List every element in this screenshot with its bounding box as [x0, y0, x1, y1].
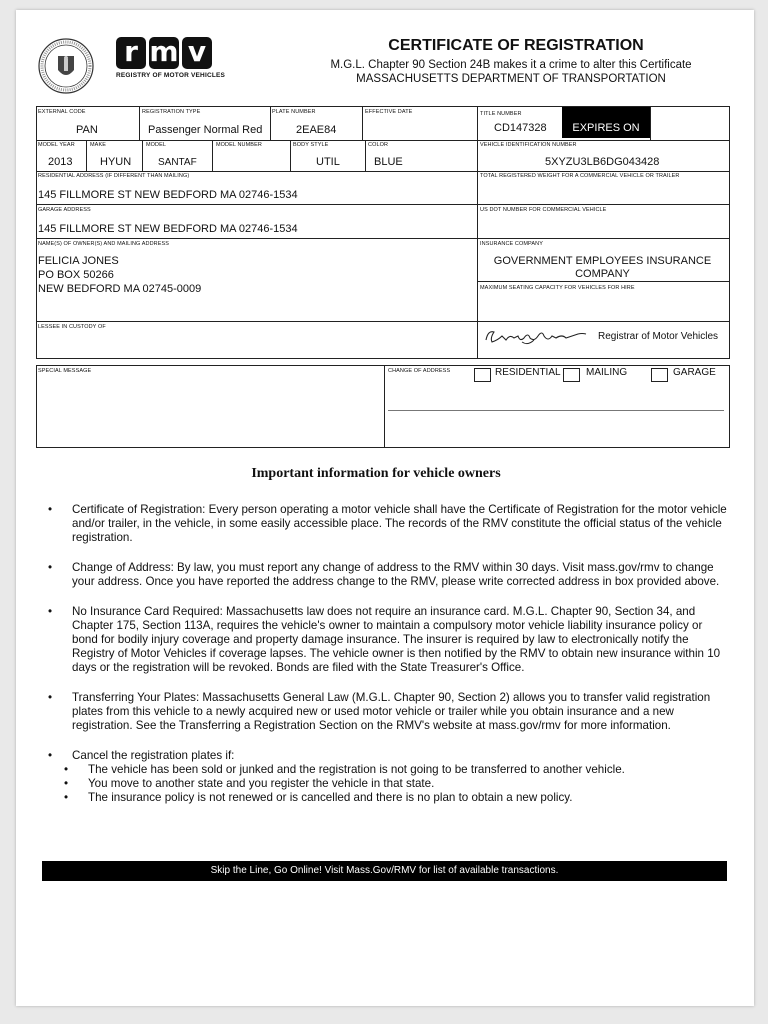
insurance-company [480, 255, 725, 281]
info-sub-bullet: • The insurance policy is not renewed or is cancelled and there is no plan to obtain a new policy. [48, 791, 728, 805]
model-label: MODEL [146, 142, 167, 148]
garage-address-label: GARAGE ADDRESS [38, 207, 91, 213]
garage-checkbox-label: GARAGE [673, 367, 716, 378]
subtitle-line-2: MASSACHUSETTS DEPARTMENT OF TRANSPORTATION [356, 73, 666, 85]
plate-number-label: PLATE NUMBER [272, 109, 316, 115]
owner-name: FELICIA JONES [38, 255, 119, 267]
insurance-company-line: COMPANY [575, 268, 630, 280]
info-bullets [48, 503, 728, 805]
change-of-address-label: CHANGE OF ADDRESS [388, 368, 451, 374]
seating-label: MAXIMUM SEATING CAPACITY FOR VEHICLES FOR HIRE [480, 285, 635, 291]
rmv-logo-letter: v [182, 37, 212, 69]
owner-block [38, 254, 201, 296]
registrar-title: Registrar of Motor Vehicles [598, 331, 719, 342]
info-heading: Important information for vehicle owners [251, 466, 501, 481]
title-number-value: CD147328 [494, 122, 547, 134]
usdot-label: US DOT NUMBER FOR COMMERCIAL VEHICLE [480, 207, 607, 213]
external-code-value: PAN [76, 124, 98, 136]
plate-number-value: 2EAE84 [296, 124, 337, 136]
total-weight-label: TOTAL REGISTERED WEIGHT FOR A COMMERCIAL VEHICLE OR TRAILER [480, 173, 680, 179]
owner-address-line: PO BOX 50266 [38, 269, 114, 281]
subtitle-line-1: M.G.L. Chapter 90 Section 24B makes it a crime to alter this Certificate [330, 59, 692, 71]
massachusetts-seal-icon [38, 38, 94, 94]
model-value: SANTAF [158, 157, 197, 168]
garage-checkbox[interactable] [651, 368, 668, 382]
rmv-logo-letter: r [116, 37, 146, 69]
lessee-label: LESSEE IN CUSTODY OF [38, 324, 106, 330]
info-bullet: • Certificate of Registration: Every person operating a motor vehicle shall have the Certificate of Registration for the motor vehicle and/or trailer, in the vehicle, in some easily accessible place. The records of the RMV constitute the official status of the vehicle registration. [48, 503, 728, 545]
body-style-value: UTIL [316, 156, 340, 168]
insurance-label: INSURANCE COMPANY [480, 241, 544, 247]
info-bullet: • Transferring Your Plates: Massachusetts General Law (M.G.L. Chapter 90, Section 2) allows you to transfer valid registration plates from this vehicle to a newly acquired new or used motor vehicle or trailer while you obtain insurance and a new registration. See the Transferring a Registration Section on the RMV's website at mass.gov/rmv for more information. [48, 691, 728, 733]
make-value: HYUN [100, 156, 132, 168]
page-subtitle [306, 58, 716, 86]
owner-address-line: NEW BEDFORD MA 02745-0009 [38, 283, 202, 295]
vin-value: 5XYZU3LB6DG043428 [545, 156, 660, 168]
color-label: COLOR [368, 142, 389, 148]
info-bullet: • Cancel the registration plates if: [48, 749, 728, 763]
registration-type-value: Passenger Normal Red [148, 124, 263, 136]
residential-checkbox-label: RESIDENTIAL [495, 367, 561, 378]
rmv-logo [116, 37, 225, 79]
owner-label: NAME(S) OF OWNER(S) AND MAILING ADDRESS [38, 241, 170, 247]
rmv-logo-letter: m [149, 35, 179, 68]
body-style-label: BODY STYLE [293, 142, 329, 148]
special-message-label: SPECIAL MESSAGE [38, 368, 92, 374]
rmv-subtitle: REGISTRY OF MOTOR VEHICLES [116, 72, 226, 79]
effective-date-label: EFFECTIVE DATE [365, 109, 413, 115]
model-number-label: MODEL NUMBER [216, 142, 262, 148]
mailing-checkbox[interactable] [563, 368, 580, 382]
residential-address-value: 145 FILLMORE ST NEW BEDFORD MA 02746-1534 [38, 189, 298, 201]
model-year-label: MODEL YEAR [38, 142, 75, 148]
info-bullet: • No Insurance Card Required: Massachusetts law does not require an insurance card. M.G.L. Chapter 90, Section 34, and Chapter 175, Section 113A, requires the vehicle's owner to maintain a compulsory motor vehicle liability insurance policy or bond for bodily injury coverage and property damage insurance. The insurer is required by law to electronically notify the Registry of Motor Vehicles if coverage lapses. The vehicle owner is then notified by the RMV to obtain new insurance within 10 days or the registration will be revoked. Bonds are filed with the State Treasurer's Office. [48, 605, 728, 675]
info-bullet: • Change of Address: By law, you must report any change of address to the RMV within 30 days. Visit mass.gov/rmv to change your address. Once you have reported the address change to the RMV, please write corrected address in box provided above. [48, 561, 728, 589]
info-sub-bullet: • You move to another state and you register the vehicle in that state. [48, 777, 728, 791]
vin-label: VEHICLE IDENTIFICATION NUMBER [480, 142, 577, 148]
mailing-checkbox-label: MAILING [586, 367, 628, 378]
model-year-value: 2013 [48, 156, 73, 168]
expires-on-box: EXPIRES ON [562, 107, 650, 138]
registrar-signature-icon [482, 326, 592, 348]
title-number-label: TITLE NUMBER [480, 111, 522, 117]
certificate-page [16, 10, 754, 1006]
external-code-label: EXTERNAL CODE [38, 109, 86, 115]
insurance-company-line: GOVERNMENT EMPLOYEES INSURANCE [493, 255, 712, 267]
page-title: CERTIFICATE OF REGISTRATION [388, 37, 644, 54]
registration-type-label: REGISTRATION TYPE [142, 109, 201, 115]
info-sub-bullet: • The vehicle has been sold or junked and the registration is not going to be transferred to another vehicle. [48, 763, 728, 777]
make-label: MAKE [90, 142, 106, 148]
residential-checkbox[interactable] [474, 368, 491, 382]
footer-banner: Skip the Line, Go Online! Visit Mass.Gov/RMV for list of available transactions. [42, 861, 727, 881]
garage-address-value: 145 FILLMORE ST NEW BEDFORD MA 02746-1534 [38, 223, 298, 235]
color-value: BLUE [374, 156, 403, 168]
residential-address-label: RESIDENTIAL ADDRESS (IF DIFFERENT THAN MAILING) [38, 173, 190, 179]
